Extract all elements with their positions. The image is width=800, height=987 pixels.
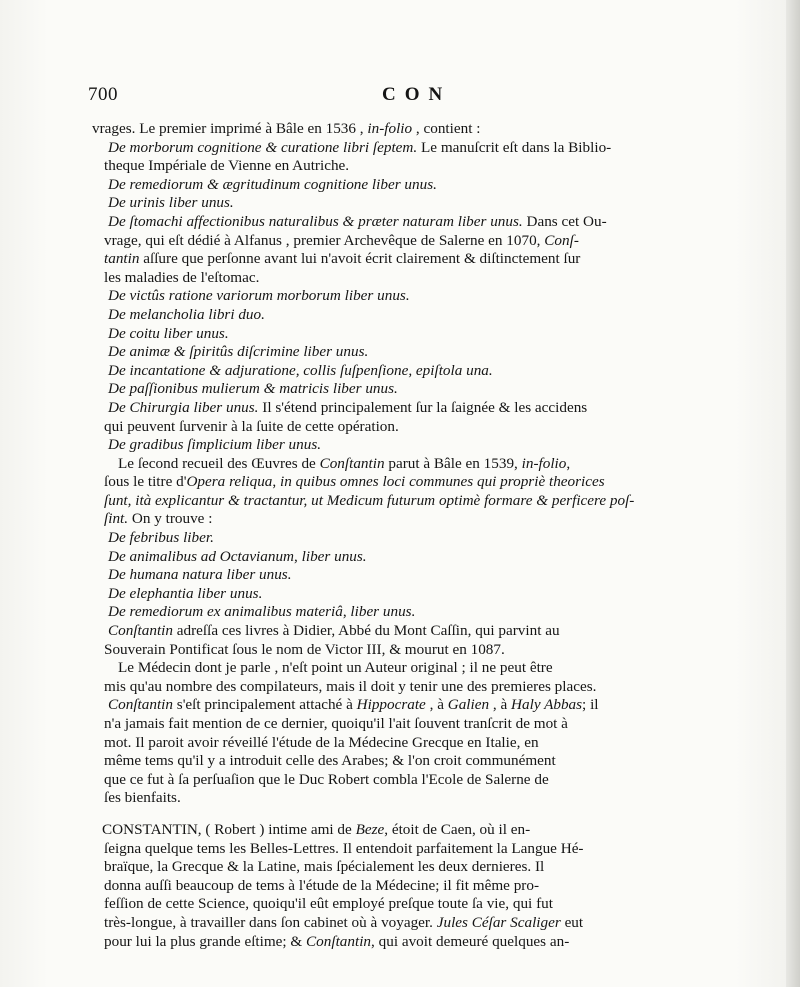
italic-run: Conſtantin bbox=[108, 696, 173, 714]
text-line bbox=[104, 455, 776, 474]
text-line bbox=[104, 213, 776, 232]
text-line bbox=[104, 492, 776, 511]
text-line bbox=[104, 771, 776, 790]
text-run: mot. Il paroit avoir réveillé l'étude de la Médecine Grecque en Italie, en bbox=[104, 733, 539, 751]
text-line bbox=[104, 678, 776, 697]
text-run: pour lui la plus grande eſtime; & bbox=[104, 932, 307, 950]
text-run: Le Médecin dont je parle , n'eſt point un Auteur original ; il ne peut être bbox=[118, 659, 553, 677]
running-title: CON bbox=[382, 84, 452, 105]
italic-run: De febribus liber. bbox=[108, 529, 214, 547]
text-run: eut bbox=[560, 913, 584, 931]
italic-run: Haly Abbas bbox=[511, 696, 583, 714]
text-run: , contient : bbox=[412, 120, 481, 137]
text-run: feſſion de cette Science, quoiqu'il eût employé preſque toute ſa vie, qui fut bbox=[104, 895, 553, 913]
italic-run: ſunt, ità explicantur & tractantur, ut Medicum futurum optimè formare & perficere poſ- bbox=[104, 491, 635, 509]
text-line bbox=[104, 194, 776, 213]
text-line bbox=[104, 139, 776, 158]
page-header bbox=[86, 84, 766, 108]
text-line bbox=[104, 752, 776, 771]
paragraph-gap bbox=[104, 808, 776, 821]
text-run: Dans cet Ou- bbox=[522, 212, 607, 230]
page-body-text bbox=[92, 120, 776, 951]
italic-run: liber unus. bbox=[301, 547, 367, 565]
text-line bbox=[104, 789, 776, 808]
text-run: s'eſt principalement attaché à bbox=[172, 696, 357, 714]
italic-run: Beze bbox=[355, 820, 385, 838]
italic-run: in-folio bbox=[521, 454, 567, 472]
text-run: , à bbox=[489, 696, 512, 714]
text-run: ſes bienfaits. bbox=[104, 789, 181, 807]
text-line bbox=[104, 933, 776, 952]
italic-run: De paſſionibus mulierum & matricis liber unus. bbox=[108, 380, 398, 398]
text-run: CONSTANTIN, ( Robert ) intime ami de bbox=[102, 820, 356, 838]
text-run: , à bbox=[425, 696, 448, 714]
italic-run: De animalibus ad Octavianum bbox=[108, 547, 295, 565]
text-run: que ce fut à ſa perſuaſion que le Duc Robert combla l'Ecole de Salerne de bbox=[104, 770, 549, 788]
paragraph bbox=[104, 821, 776, 951]
text-line bbox=[104, 877, 776, 896]
text-line bbox=[104, 399, 776, 418]
text-line bbox=[104, 548, 776, 567]
text-run: , bbox=[342, 603, 351, 621]
text-line bbox=[104, 306, 776, 325]
text-line bbox=[104, 622, 776, 641]
text-line bbox=[104, 715, 776, 734]
text-run: Souverain Pontificat ſous le nom de Victor III, & mourut en 1087. bbox=[104, 640, 505, 658]
text-run: aſſure que perſonne avant lui n'avoit écrit clairement & diſtinctement ſur bbox=[139, 250, 581, 268]
italic-run: De remediorum & ægritudinum cognitione liber unus. bbox=[108, 175, 437, 193]
text-line bbox=[104, 858, 776, 877]
text-run: , bbox=[272, 473, 280, 491]
text-run: n'a jamais fait mention de ce dernier, quoiqu'il l'ait ſouvent tranſcrit de mot à bbox=[104, 715, 568, 732]
text-run: , bbox=[566, 454, 571, 472]
text-line bbox=[104, 176, 776, 195]
text-run: Le ſecond recueil des Œuvres de bbox=[118, 454, 320, 472]
text-run: theque Impériale de Vienne en Autriche. bbox=[104, 157, 350, 175]
text-run: ſous le titre d' bbox=[104, 473, 187, 491]
text-run: ; il bbox=[582, 696, 599, 714]
italic-run: Conſ- bbox=[544, 231, 579, 249]
italic-run: Jules Céſar Scaliger bbox=[436, 913, 561, 931]
text-run: Il s'étend principalement ſur la ſaignée & les accidens bbox=[258, 398, 588, 416]
text-line bbox=[104, 380, 776, 399]
italic-run: Conſtantin bbox=[108, 622, 173, 640]
text-run: les maladies de l'eſtomac. bbox=[104, 268, 260, 286]
text-line bbox=[104, 418, 776, 437]
text-line bbox=[92, 120, 776, 139]
italic-run: De Chirurgia liber unus. bbox=[108, 398, 259, 416]
text-run: Le manuſcrit eſt dans la Biblio- bbox=[417, 138, 612, 156]
italic-run: De morborum cognitione & curatione libri ſeptem. bbox=[108, 138, 418, 156]
italic-run: De gradibus ſimplicium liber unus. bbox=[108, 436, 322, 454]
italic-run: De remediorum ex animalibus materiâ bbox=[108, 603, 343, 621]
text-line bbox=[104, 362, 776, 381]
text-line bbox=[104, 287, 776, 306]
italic-run: De elephantia liber unus. bbox=[108, 584, 263, 602]
text-line bbox=[104, 529, 776, 548]
text-line bbox=[102, 821, 776, 840]
italic-run: De coitu liber unus. bbox=[108, 324, 229, 342]
italic-run: De animæ & ſpiritûs diſcrimine liber unus. bbox=[108, 343, 369, 361]
text-line bbox=[104, 659, 776, 678]
text-line bbox=[104, 585, 776, 604]
italic-run: Opera reliqua bbox=[186, 473, 273, 491]
text-line bbox=[104, 895, 776, 914]
text-line bbox=[104, 436, 776, 455]
text-line bbox=[104, 325, 776, 344]
text-run: qui peuvent ſurvenir à la ſuite de cette opération. bbox=[104, 417, 399, 435]
italic-run: De humana natura liber unus. bbox=[108, 566, 292, 584]
text-run: même tems qu'il y a introduit celle des Arabes; & l'on croit communément bbox=[104, 752, 556, 770]
text-run: vrage, qui eſt dédié à Alfanus , premier Archevêque de Salerne en 1070, bbox=[104, 231, 545, 249]
paragraph bbox=[92, 120, 776, 808]
text-line bbox=[104, 269, 776, 288]
text-run: mis qu'au nombre des compilateurs, mais il doit y tenir une des premieres places. bbox=[104, 677, 597, 695]
text-run: donna auſſi beaucoup de tems à l'étude de la Médecine; il fit même pro- bbox=[104, 876, 540, 894]
text-line bbox=[104, 603, 776, 622]
text-run: très-longue, à travailler dans ſon cabinet où à voyager. bbox=[104, 913, 437, 931]
text-line bbox=[104, 696, 776, 715]
text-run: adreſſa ces livres à Didier, Abbé du Mont Caſſin, qui parvint au bbox=[172, 622, 560, 640]
page-number: 700 bbox=[88, 84, 118, 105]
italic-run: De ſtomachi affectionibus naturalibus & præter naturam liber unus. bbox=[108, 212, 523, 230]
italic-run: De incantatione & adjuratione, collis ſuſpenſione, epiſtola una. bbox=[108, 361, 493, 379]
text-run: braïque, la Grecque & la Latine, mais ſpécialement les deux dernieres. Il bbox=[104, 858, 545, 876]
italic-run: Hippocrate bbox=[356, 696, 426, 714]
text-run: On y trouve : bbox=[128, 510, 213, 528]
italic-run: De melancholia libri duo. bbox=[108, 305, 265, 323]
italic-run: Conſtantin bbox=[319, 454, 385, 472]
text-line bbox=[104, 473, 776, 492]
text-run: vrages. Le premier imprimé à Bâle en 1536 , bbox=[92, 120, 368, 137]
italic-run: tantin bbox=[104, 250, 140, 268]
italic-run: in quibus omnes loci communes qui propriè theorices bbox=[279, 473, 605, 491]
text-line bbox=[104, 734, 776, 753]
text-line bbox=[104, 566, 776, 585]
text-line bbox=[104, 157, 776, 176]
text-run: , étoit de Caen, où il en- bbox=[384, 820, 531, 838]
italic-run: Galien bbox=[447, 696, 490, 714]
text-line bbox=[104, 840, 776, 859]
text-line bbox=[104, 343, 776, 362]
italic-run: liber unus. bbox=[350, 603, 416, 621]
page-edge-shadow bbox=[786, 0, 800, 987]
text-line bbox=[104, 510, 776, 529]
italic-run: ſint. bbox=[104, 510, 129, 528]
text-run: parut à Bâle en 1539, bbox=[384, 454, 522, 472]
text-run: , qui avoit demeuré quelques an- bbox=[371, 932, 570, 950]
italic-run: in-folio bbox=[367, 120, 413, 137]
text-line bbox=[104, 914, 776, 933]
text-run: , bbox=[294, 547, 302, 565]
text-run: ſeigna quelque tems les Belles-Lettres. Il entendoit parfaitement la Langue Hé- bbox=[104, 839, 584, 857]
text-line bbox=[104, 232, 776, 251]
text-line bbox=[104, 250, 776, 269]
italic-run: De victûs ratione variorum morborum liber unus. bbox=[108, 287, 410, 305]
text-line bbox=[104, 641, 776, 660]
italic-run: Conſtantin bbox=[306, 932, 372, 950]
italic-run: De urinis liber unus. bbox=[108, 194, 234, 212]
